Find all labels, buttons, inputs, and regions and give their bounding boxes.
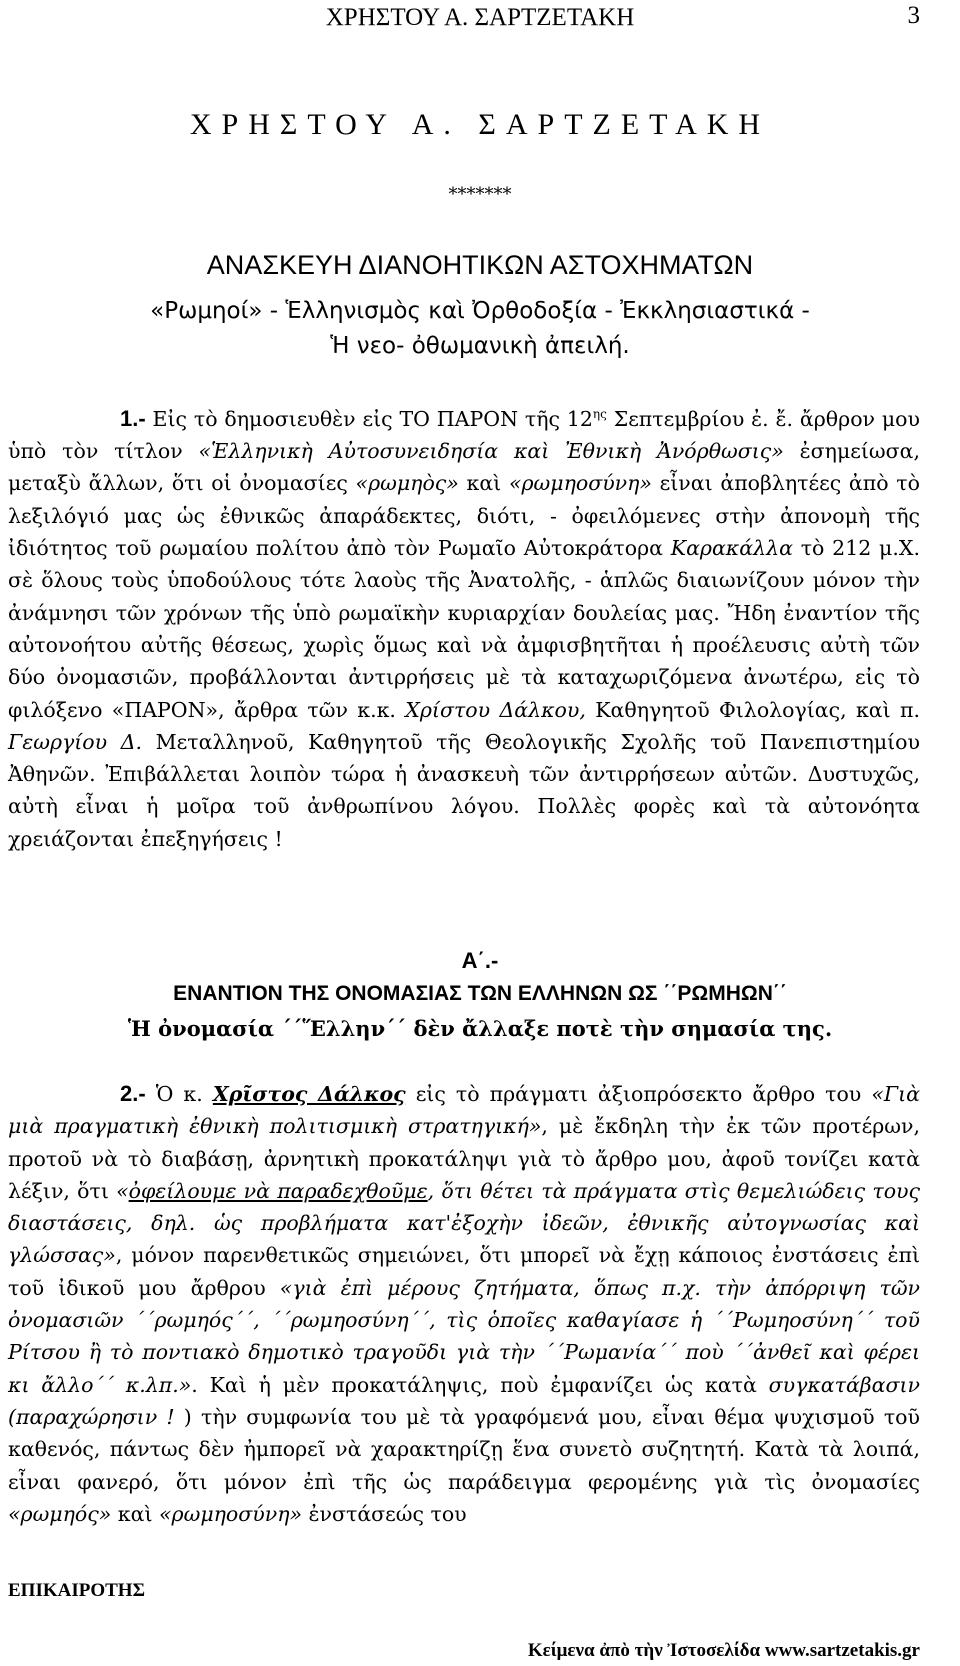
subtitle-line-2: Ἡ νεο- ὀθωμανικὴ ἀπειλή. [330, 333, 630, 359]
quoted-term: «ρωμηὸς» [355, 471, 459, 496]
document-title: ΑΝΑΣΚΕΥΗ ΔΙΑΝΟΗΤΙΚΩΝ ΑΣΤΟΧΗΜΑΤΩΝ [206, 250, 754, 280]
quoted-title: «Ἑλληνικὴ Αὐτοσυνειδησία καὶ Ἐθνικὴ Ἀνόρθωσις» [198, 439, 784, 464]
section-letter: Α΄.- [461, 948, 499, 973]
paragraph-number: 2.- [120, 1081, 146, 1106]
paragraph-1 [8, 398, 920, 855]
paragraph-text: ) τὴν συμφωνία του μὲ τὰ γραφόμενά μου, εἶναι θέμα ψυχισμοῦ τοῦ καθενός, πάντως δὲν ἠμπορεῖ νὰ χαρακτηρίζῃ ἕνα συνετὸ συζητητή. Κατὰ τὰ λοιπά, εἶναι φανερό, ὅτι μόνον ἐπὶ τῆς ὡς παράδειγμα φερομένης γιὰ τὶς ὀνομασίες [8, 1404, 920, 1494]
emperor-name: Καρακάλλα [670, 536, 793, 561]
paragraph-text: ἐνστάσεώς του [302, 1501, 467, 1526]
quoted-term: «ρωμηός» [8, 1501, 112, 1526]
person-name: Χρίστου Δάλκου, [405, 697, 586, 722]
section-heading: ΕΝΑΝΤΙΟΝ ΤΗΣ ΟΝΟΜΑΣΙΑΣ ΤΩΝ ΕΛΛΗΝΩΝ ΩΣ ΄΄ΡΩΜΗΩΝ΄΄ [173, 982, 787, 1005]
paragraph-text: ἐσημείωσα, μεταξὺ ἄλλων, ὅτι οἱ ὀνομασίες [8, 439, 920, 496]
paragraph-text: Μεταλληνοῦ, Καθηγητοῦ τῆς Θεολογικῆς Σχολῆς τοῦ Πανεπιστημίου Ἀθηνῶν. Ἐπιβάλλεται λοιπὸν τώρα ἡ ἀνασκευὴ τῶν ἀντιρρήσεων αὐτῶν. Δυστυχῶς, αὐτὴ εἶναι ἡ μοῖρα τοῦ ἀνθρωπίνου λόγου. Πολλὲς φορὲς καὶ τὰ αὐτονόητα χρειάζονται ἐπεξηγήσεις ! [8, 729, 920, 851]
quote-open: « [116, 1178, 129, 1203]
ordinal-suffix: ης [592, 407, 607, 421]
quoted-term: «ρωμηοσύνη» [508, 471, 652, 496]
footer-source: Κείμενα ἀπὸ τὴν Ἰστοσελίδα www.sartzetakis.gr [527, 1640, 920, 1661]
paragraph-text: , μόνον παρενθετικῶς σημειώνει, ὅτι μπορεῖ νὰ ἔχῃ κάποιος ἐνστάσεις ἐπὶ τοῦ ἰδικοῦ μου ἄρθρου [8, 1243, 920, 1300]
quoted-term: «ρωμηοσύνη» [159, 1501, 303, 1526]
paragraph-text: τὸ 212 μ.Χ. σὲ ὅλους τοὺς ὑποδούλους τότε λαοὺς τῆς Ἀνατολῆς, - ἁπλῶς διαιωνίζουν μόνον τὴν ἀνάμνησι τῶν χρόνων τῆς ὑπὸ ρωμαϊκὴν κυριαρχίαν δουλείας μας. Ἤδη ἐναντίον τῆς αὐτονοήτου αὐτῆς θέσεως, χωρὶς ὅμως καὶ νὰ ἀμφισβητῆται ἡ προέλευσις αὐτὴ τῶν δύο ὀνομασιῶν, προβάλλονται ἀντιρρήσεις μὲ τὰ καταχωριζόμενα ἀνωτέρω, εἰς τὸ φιλόξενο «ΠΑΡΟΝ», ἄρθρα τῶν κ.κ. [8, 536, 921, 722]
paragraph-text: Ὁ κ. [145, 1082, 213, 1106]
subtitle-line-1: «Ρωμηοί» - Ἑλληνισμὸς καὶ Ὀρθοδοξία - Ἐκκλησιαστικά - [150, 298, 810, 324]
underlined-quote: ὀφείλουμε νὰ παραδεχθοῦμε [128, 1178, 428, 1203]
paragraph-text: καὶ [458, 471, 509, 496]
author-name: ΧΡΗΣΤΟΥ Α. ΣΑΡΤΖΕΤΑΚΗ [189, 108, 771, 141]
separator-stars: ******* [448, 184, 512, 205]
paragraph-2 [8, 1078, 920, 1530]
quote-rest: , ὅτι θέτει τὰ πράγματα στὶς θεμελιώδεις τους διαστάσεις, δηλ. ὡς προβλήματα κατ'ἐξοχὴν ἰδεῶν, ἐθνικῆς αὐτογνωσίας καὶ γλώσσας» [8, 1178, 920, 1268]
quoted-passage: «γιὰ ἐπὶ μέρους ζητήματα, ὅπως π.χ. τὴν ἀπόρριψη τῶν ὀνομασιῶν ΄΄ρωμηός΄΄, ΄΄ρωμηοσύνη΄΄, τὶς ὁποῖες καθαγίασε ἡ ΄΄Ρωμηοσύνη΄΄ τοῦ Ρίτσου ἢ τὸ ποντιακὸ δημοτικὸ τραγοῦδι γιὰ τὴν ΄΄Ρωμανία΄΄ ποὺ ΄΄ἀνθεῖ καὶ φέρει κι ἄλλο΄΄ κ.λπ.» [8, 1275, 920, 1397]
paragraph-text: εἰς τὸ πράγματι ἀξιοπρόσεκτο ἄρθρο του [405, 1082, 872, 1106]
section-subheading: Ἡ ὀνομασία ΄΄Ἕλλην΄΄ δὲν ἄλλαξε ποτὲ τὴν σημασία της. [127, 1016, 833, 1041]
footer-publication: ΕΠΙΚΑΙΡΟΤΗΣ [8, 1580, 145, 1601]
person-name: Γεωργίου Δ. [8, 729, 143, 754]
paragraph-text: Εἰς τὸ δημοσιευθὲν εἰς ΤΟ ΠΑΡΟΝ τῆς 12 [145, 406, 593, 431]
paragraph-text: εἶναι ἀποβλητέες ἀπὸ τὸ λεξιλόγιό μας ὡς ἐθνικῶς ἀπαράδεκτες, διότι, - ὀφειλόμενες στὴν ἀπονομὴ τῆς ἰδιότητος τοῦ ρωμαίου πολίτου ἀπὸ τὸν Ρωμαῖο Αὐτοκράτορα [8, 471, 920, 561]
person-name: Χρῖστος Δάλκος [212, 1082, 406, 1106]
paragraph-number: 1.- [120, 405, 146, 431]
paragraph-text: . Καὶ ἡ μὲν προκατάληψις, ποὺ ἐμφανίζει ὡς κατὰ [191, 1372, 769, 1397]
paragraph-text: Καθηγητοῦ Φιλολογίας, καὶ π. [585, 697, 921, 722]
paragraph-text: καὶ [111, 1501, 160, 1526]
page-number: 3 [907, 2, 920, 29]
italic-phrase: συγκατάβασιν (παραχώρησιν ! [8, 1372, 920, 1429]
paragraph-text: Σεπτεμβρίου ἐ. ἔ. ἄρθρον μου ὑπὸ τὸν τίτλον [8, 406, 920, 464]
running-header: ΧΡΗΣΤΟΥ Α. ΣΑΡΤΖΕΤΑΚΗ [325, 4, 635, 31]
paragraph-text: , μὲ ἔκδηλη τὴν ἐκ τῶν προτέρων, προτοῦ νὰ τὸ διαβάσῃ, ἀρνητικὴ προκατάληψι γιὰ τὸ ἄρθρο μου, ἀφοῦ τονίζει κατὰ λέξιν, ὅτι [8, 1114, 920, 1203]
quoted-title: «Γιὰ μιὰ πραγματικὴ ἐθνικὴ πολιτισμικὴ στρατηγική» [8, 1082, 920, 1139]
